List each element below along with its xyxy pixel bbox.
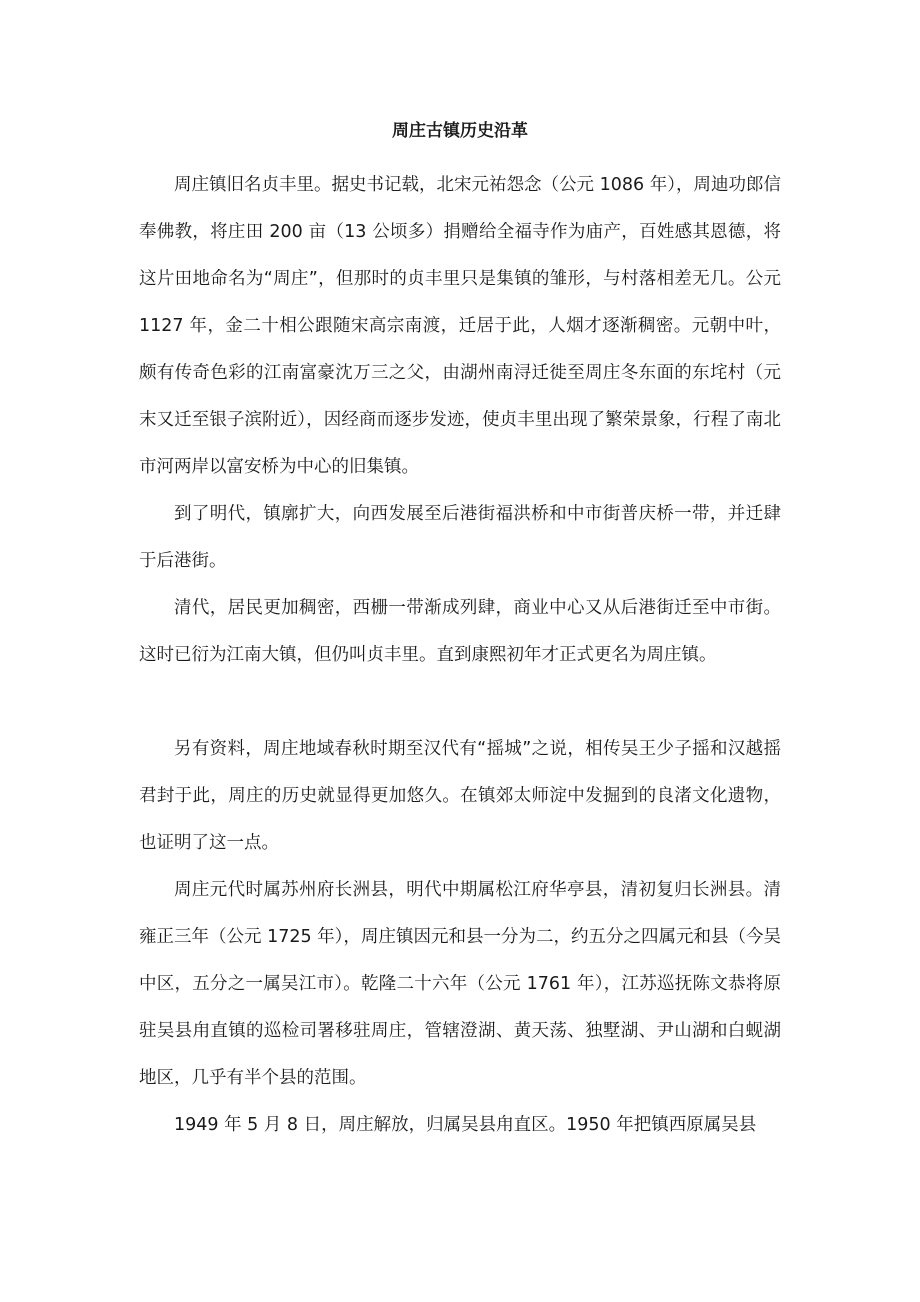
paragraph-origin: 周庄镇旧名贞丰里。据史书记载，北宋元祐怨念（公元 1086 年），周迪功郎信奉佛教，将庄田 200 亩（13 公顷多）捐赠给全福寺作为庙产，百姓感其恩德，将这片田地命名为“周庄”，但那时的贞丰里只是集镇的雏形，与村落相差无几。公元 1127 年，金二十相公跟随宋高宗南渡，迁居于此，人烟才逐渐稠密。元朝中叶，颇有传奇色彩的江南富豪沈万三之父，由湖州南浔迁徙至周庄冬东面的东垞村（元末又迁至银子滨附近），因经商而逐步发迹，使贞丰里出现了繁荣景象，行程了南北市河两岸以富安桥为中心的旧集镇。 xyxy=(139,175,781,477)
paragraph-qing-dynasty: 清代，居民更加稠密，西栅一带渐成列肆，商业中心又从后港街迁至中市街。这时已衍为江南大镇，但仍叫贞丰里。直到康熙初年才正式更名为周庄镇。 xyxy=(139,598,781,665)
paragraph-administration: 周庄元代时属苏州府长洲县，明代中期属松江府华亭县，清初复归长洲县。清雍正三年（公元 1725 年），周庄镇因元和县一分为二，约五分之四属元和县（今吴中区，五分之一属吴江市）。乾隆二十六年（公元 1761 年），江苏巡抚陈文恭将原驻吴县甪直镇的巡检司署移驻周庄，管辖澄湖、黄天荡、独墅湖、尹山湖和白蚬湖地区，几乎有半个县的范围。 xyxy=(139,880,781,1088)
paragraph-liberation: 1949 年 5 月 8 日，周庄解放，归属吴县甪直区。1950 年把镇西原属吴县 xyxy=(174,1115,757,1135)
paragraph-ming-dynasty: 到了明代，镇廓扩大，向西发展至后港街福洪桥和中市街普庆桥一带，并迁肆于后港街。 xyxy=(139,504,781,571)
document-title: 周庄古镇历史沿革 xyxy=(392,121,528,141)
document-body xyxy=(139,162,781,1149)
paragraph-yaocheng: 另有资料，周庄地域春秋时期至汉代有“摇城”之说，相传吴王少子摇和汉越摇君封于此，周庄的历史就显得更加悠久。在镇郊太师淀中发掘到的良渚文化遗物，也证明了这一点。 xyxy=(139,739,781,853)
